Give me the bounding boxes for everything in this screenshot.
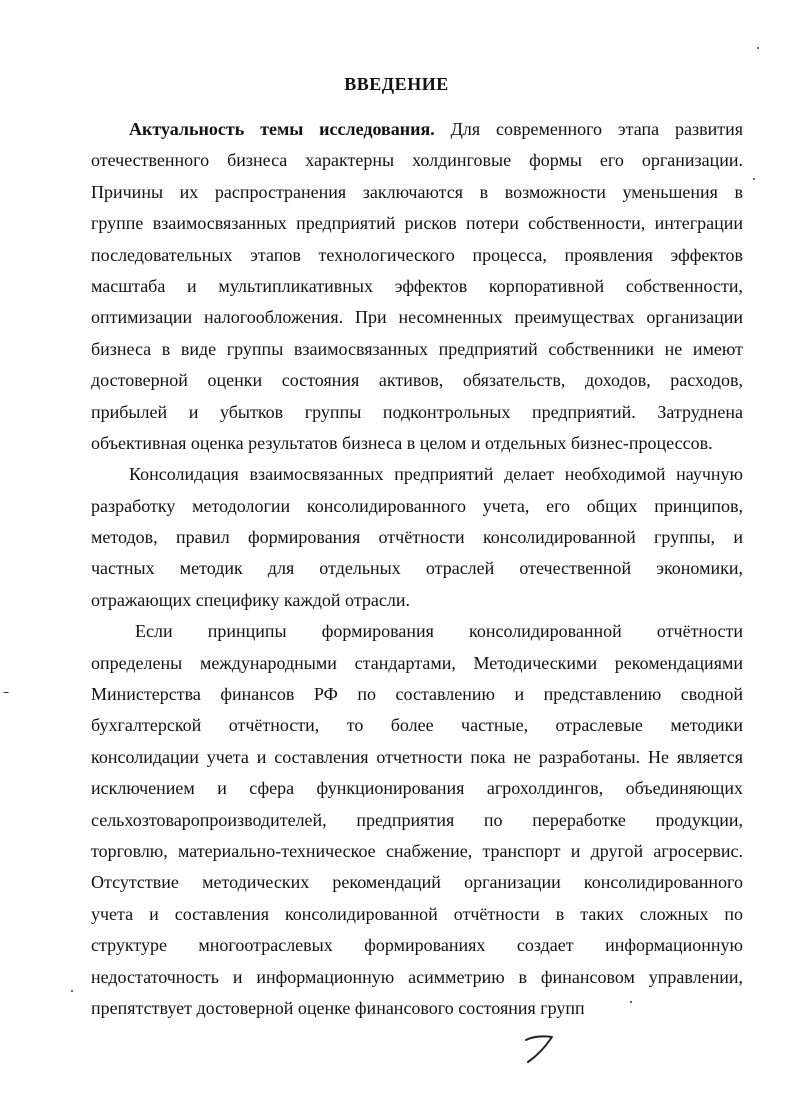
scan-speck [753,178,755,180]
page-title: ВВЕДЕНИЕ [344,74,449,94]
paragraph-2 [91,459,743,616]
text-line: недостаточность и информационную асимметрию в финансовом управлении, [91,966,743,987]
text-line: Отсутствие методических рекомендаций организации консолидированного [91,872,743,893]
paragraph-3 [91,616,743,1024]
text-line: объективная оценка результатов бизнеса в целом и отдельных бизнес-процессов. [91,432,713,453]
scan-speck [3,692,9,693]
handwritten-page-number [420,928,560,1068]
text-line: Консолидация взаимосвязанных предприятий делает необходимой научную [129,464,743,485]
text-line: прибылей и убытков группы подконтрольных предприятий. Затруднена [91,401,743,422]
text-line: отечественного бизнеса характерны холдинговые формы его организации. [91,150,743,171]
text-line: достоверной оценки состояния активов, обязательств, доходов, расходов, [91,370,743,391]
text-line: препятствует достоверной оценке финансового состояния групп [91,997,585,1018]
text-line: структуре многоотраслевых формированиях создает информационную [91,935,743,956]
text-line: разработку методологии консолидированного учета, его общих принципов, [91,495,743,516]
text-line: сельхозтоваропроизводителей, предприятия по переработке продукции, [91,809,743,830]
text-line: исключением и сфера функционирования агрохолдингов, объединяющих [91,778,743,799]
text-line: торговлю, материально-техническое снабжение, транспорт и другой агросервис. [91,840,743,861]
text-line: бухгалтерской отчётности, то более частные, отраслевые методики [91,715,743,736]
text-line [91,114,743,145]
text-line: группе взаимосвязанных предприятий рисков потери собственности, интеграции [91,213,743,234]
paragraph-1 [91,114,743,459]
text-line: отражающих специфику каждой отрасли. [91,589,410,610]
text-line: последовательных этапов технологического процесса, проявления эффектов [91,244,743,265]
text-line: Если принципы формирования консолидированной отчётности [135,621,743,642]
lead-phrase: Актуальность темы исследования. [129,119,435,139]
scan-speck [757,47,759,49]
lead-rest: Для современного этапа развития [434,119,744,139]
text-line: масштаба и мультипликативных эффектов корпоративной собственности, [91,275,743,296]
text-line: Причины их распространения заключаются в возможности уменьшения в [91,181,743,202]
text-line: оптимизации налогообложения. При несомненных преимуществах организации [91,307,743,328]
text-line: частных методик для отдельных отраслей отечественной экономики, [91,558,743,579]
text-line: определены международными стандартами, Методическими рекомендациями [91,652,743,673]
body-text [91,114,743,1024]
scan-speck [630,1001,632,1003]
text-line: Министерства финансов РФ по составлению и представлению сводной [91,684,743,705]
scan-speck [71,990,73,992]
text-line: консолидации учета и составления отчетности пока не разработаны. Не является [91,746,743,767]
text-line: учета и составления консолидированной отчётности в таких сложных по [91,903,743,924]
page-number-text: 7 [420,928,421,929]
text-line: методов, правил формирования отчётности консолидированной группы, и [91,527,743,548]
text-line: бизнеса в виде группы взаимосвязанных предприятий собственники не имеют [91,338,743,359]
